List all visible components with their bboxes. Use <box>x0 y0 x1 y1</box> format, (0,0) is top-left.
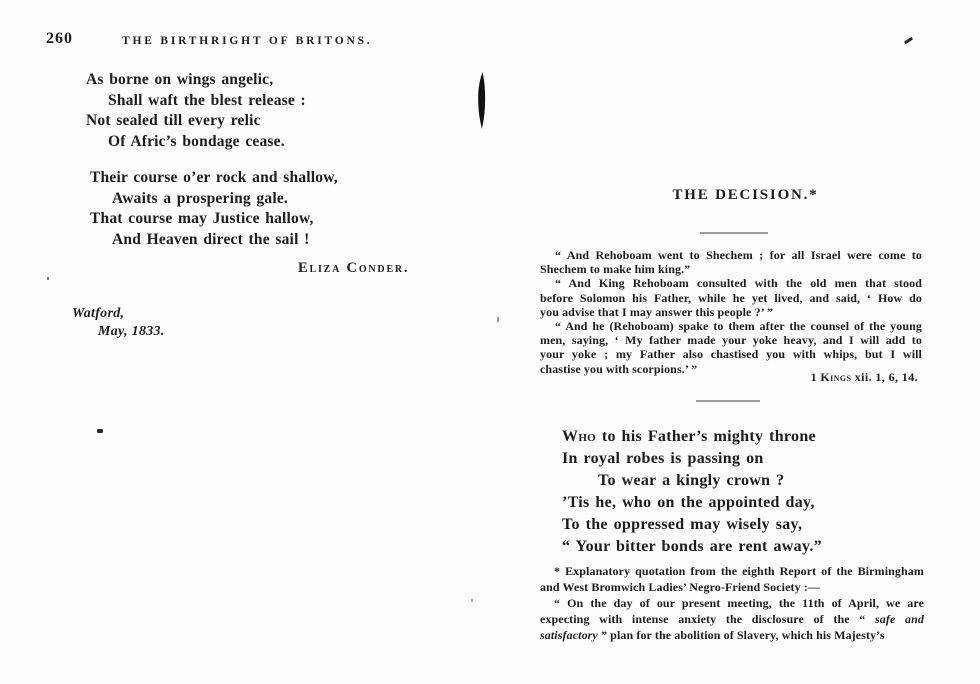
quote-line: before Solomon his Father, while he yet lived, and said, ‘ How do <box>540 290 922 305</box>
footnote-line: and West Bromwich Ladies’ Negro-Friend Society :— <box>540 580 820 594</box>
stanza-line: Not sealed till every relic <box>86 112 261 129</box>
poem-initial: W <box>562 428 579 445</box>
page-number: 260 <box>46 30 73 47</box>
decision-poem <box>562 426 822 558</box>
ink-speck <box>47 277 49 280</box>
quote-line: men, saying, ‘ My father made your yoke heavy, and I will add to <box>540 333 922 348</box>
poem-line: “ Your bitter bonds are rent away.” <box>562 538 822 555</box>
ink-speck <box>497 317 499 322</box>
quote-line: your yoke ; my Father also chastised you with whips, but I will <box>540 347 922 362</box>
section-title: THE DECISION.* <box>672 187 819 203</box>
ink-speck <box>904 37 913 44</box>
footnote-italic: safe and <box>875 612 925 626</box>
quote-line: “ And Rehoboam went to Shechem ; for all Israel were come to <box>555 248 922 262</box>
stanza-line: Their course o’er rock and shallow, <box>90 169 338 186</box>
quote-line: “ And King Rehoboam consulted with the old men that stood <box>555 276 922 291</box>
attribution-ref: xii. 1, 6, 14. <box>851 370 918 384</box>
ink-speck <box>471 599 473 602</box>
stanza-2 <box>90 168 338 250</box>
stanza-line: Of Afric’s bondage cease. <box>108 132 285 150</box>
poem-line-rest: to his Father’s mighty throne <box>596 428 816 445</box>
footnote-line: * Explanatory quotation from the eighth Report of the Birmingham <box>554 564 924 578</box>
footnote-line <box>540 627 924 643</box>
footnote-line <box>540 611 924 627</box>
stanza-line: Awaits a prospering gale. <box>112 189 288 207</box>
stanza-1 <box>86 70 306 152</box>
stanza-line: That course may Justice hallow, <box>90 210 314 227</box>
ink-blot <box>474 72 490 130</box>
poem-line <box>562 426 822 448</box>
poem-line: In royal robes is passing on <box>562 450 764 467</box>
signature: Eliza Conder. <box>298 260 410 276</box>
stanza-line: Shall waft the blest release : <box>108 91 306 109</box>
divider-rule <box>700 232 768 234</box>
footnote <box>540 563 924 643</box>
stanza-line: And Heaven direct the sail ! <box>112 230 310 248</box>
place-line: Watford, <box>72 306 125 321</box>
quote-line: you advise that I may answer this people ?’ ” <box>540 304 774 319</box>
attribution-prefix: 1 <box>810 370 821 384</box>
quote-line: Shechem to make him king.” <box>540 262 691 277</box>
poem-line: To the oppressed may wisely say, <box>562 516 803 533</box>
poem-line: ’Tis he, who on the appointed day, <box>562 494 815 511</box>
footnote-text: expecting with intense anxiety the disclosure of the “ <box>540 612 876 626</box>
date-line: May, 1833. <box>98 324 165 339</box>
quote-line: chastise you with scorpions.’ ” <box>540 361 698 376</box>
running-title: THE BIRTHRIGHT OF BRITONS. <box>122 35 373 47</box>
divider-rule <box>696 400 760 402</box>
poem-line: To wear a kingly crown ? <box>598 472 785 489</box>
footnote-italic: satisfactory <box>540 628 598 642</box>
stanza-line: As borne on wings angelic, <box>86 71 274 88</box>
ink-speck <box>97 429 103 433</box>
footnote-line: “ On the day of our present meeting, the 11th of April, we are <box>554 596 924 610</box>
scripture-quote <box>540 248 922 376</box>
attribution-book: Kings <box>820 370 852 384</box>
scripture-attribution <box>540 370 924 385</box>
footnote-text: ” plan for the abolition of Slavery, which his Majesty’s <box>597 628 885 642</box>
quote-line: “ And he (Rehoboam) spake to them after the counsel of the young <box>555 319 922 334</box>
poem-smallcaps: ho <box>578 428 597 445</box>
